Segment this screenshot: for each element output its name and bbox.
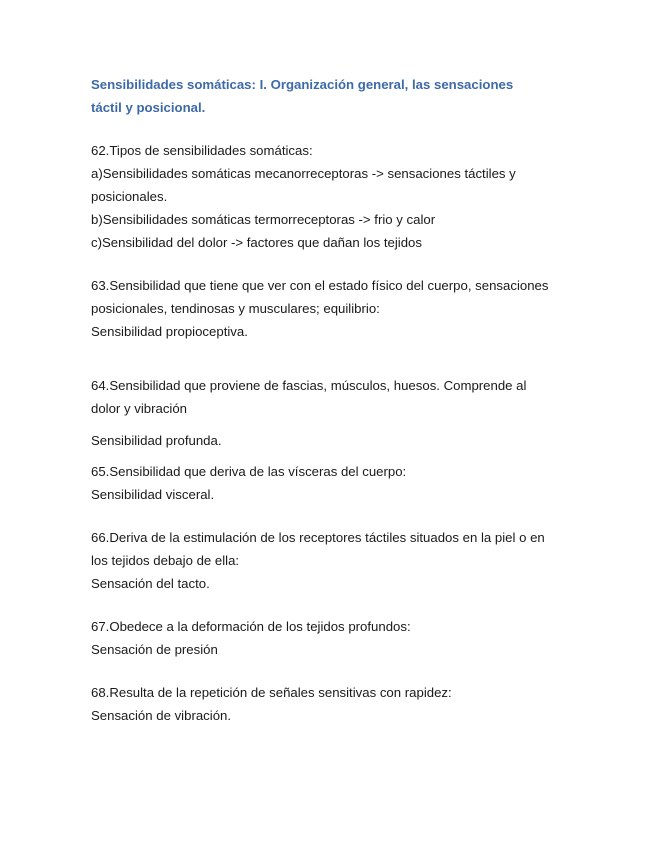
- q64-line-1: 64.Sensibilidad que proviene de fascias, músculos, huesos. Comprende al: [91, 378, 527, 393]
- q62-line-3: posicionales.: [91, 189, 168, 204]
- question-63: [91, 274, 561, 343]
- title-line-2: táctil y posicional.: [91, 100, 206, 115]
- q65-line-1: 65.Sensibilidad que deriva de las vísceras del cuerpo:: [91, 464, 407, 479]
- q63-line-3: Sensibilidad propioceptiva.: [91, 324, 248, 339]
- document-content: [91, 73, 561, 727]
- q66-line-1: 66.Deriva de la estimulación de los receptores táctiles situados en la piel o en: [91, 530, 545, 545]
- question-65: [91, 460, 561, 506]
- q68-line-2: Sensación de vibración.: [91, 708, 232, 723]
- q67-line-2: Sensación de presión: [91, 642, 218, 657]
- q62-line-2: a)Sensibilidades somáticas mecanorreceptoras -> sensaciones táctiles y: [91, 166, 516, 181]
- q64-line-2: dolor y vibración: [91, 401, 188, 416]
- q68-line-1: 68.Resulta de la repetición de señales sensitivas con rapidez:: [91, 685, 452, 700]
- q62-line-1: 62.Tipos de sensibilidades somáticas:: [91, 143, 313, 158]
- q65-line-2: Sensibilidad visceral.: [91, 487, 215, 502]
- question-64: [91, 374, 561, 420]
- question-67: [91, 615, 561, 661]
- q62-line-4: b)Sensibilidades somáticas termorreceptoras -> frio y calor: [91, 212, 436, 227]
- q64-answer: Sensibilidad profunda.: [91, 433, 222, 448]
- q63-line-2: posicionales, tendinosas y musculares; equilibrio:: [91, 301, 380, 316]
- q67-line-1: 67.Obedece a la deformación de los tejidos profundos:: [91, 619, 411, 634]
- question-66: [91, 526, 561, 595]
- q66-line-2: los tejidos debajo de ella:: [91, 553, 240, 568]
- document-title: [91, 73, 561, 119]
- question-64-answer: [91, 429, 561, 452]
- title-line-1: Sensibilidades somáticas: I. Organización general, las sensaciones: [91, 77, 514, 92]
- q62-line-5: c)Sensibilidad del dolor -> factores que dañan los tejidos: [91, 235, 422, 250]
- q63-line-1: 63.Sensibilidad que tiene que ver con el estado físico del cuerpo, sensaciones: [91, 278, 549, 293]
- question-62: [91, 139, 561, 254]
- q66-line-3: Sensación del tacto.: [91, 576, 210, 591]
- question-68: [91, 681, 561, 727]
